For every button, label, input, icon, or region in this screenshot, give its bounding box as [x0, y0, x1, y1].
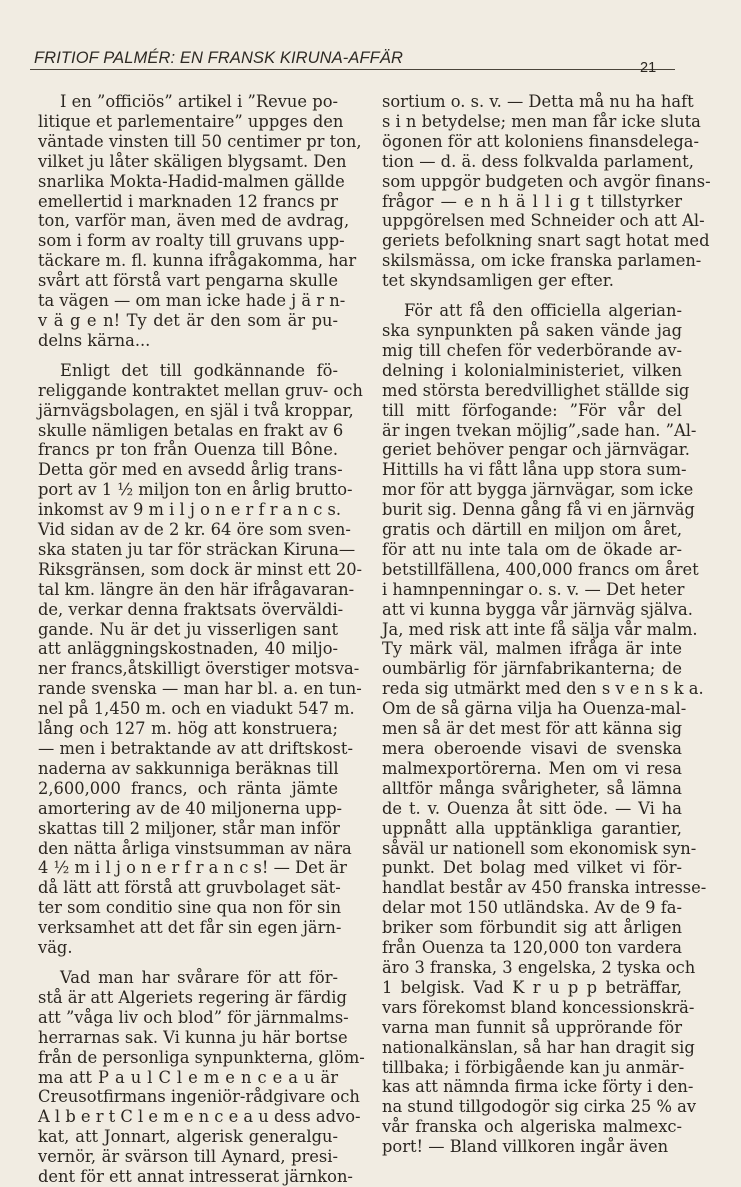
text-line: gratis och därtill en miljon om året,	[382, 520, 682, 540]
text-line: francs pr ton från Ouenza till Bône.	[38, 440, 338, 460]
text-line: Hittills ha vi fått låna upp stora sum-	[382, 460, 687, 480]
text-line: rande svenska — man har bl. a. en tun-	[38, 679, 362, 699]
text-line: inkomst av 9 m i l j o n e r f r a n c s.	[38, 500, 342, 520]
text-line: med största beredvillighet ställde sig	[382, 380, 690, 400]
text-line: de, verkar denna fraktsats överväldi-	[38, 599, 344, 619]
text-line: de t. v. Ouenza åt sitt öde. — Vi ha	[382, 798, 682, 818]
text-line: ögonen för att koloniens finansdelega-	[382, 131, 700, 151]
text-line: gande. Nu är det ju visserligen sant	[38, 619, 338, 639]
text-line: ton, varför man, även med de avdrag,	[38, 211, 350, 231]
text-line: stå är att Algeriets regering är färdig	[38, 987, 347, 1007]
text-line: oumbärlig för järnfabrikanterna; de	[382, 659, 682, 679]
text-line: ta vägen — om man icke hade j ä r n-	[38, 291, 346, 311]
text-line: Vad man har svårare för att för-	[60, 967, 338, 987]
text-line: sortium o. s. v. — Detta må nu ha haft	[382, 92, 694, 111]
text-line: ter som conditio sine qua non för sin	[38, 898, 342, 918]
text-line: mera oberoende visavi de svenska	[382, 739, 682, 758]
text-line: skulle nämligen betalas en frakt av 6	[38, 420, 344, 440]
text-line: tillbaka; i förbigående kan ju anmär-	[382, 1057, 685, 1077]
text-line: s i n betydelse; men man får icke sluta	[382, 111, 701, 131]
paragraph	[38, 360, 363, 958]
text-line: litique et parlementaire” uppges den	[38, 111, 344, 131]
text-line: 4 ½ m i l j o n e r f r a n c s! — Det är	[38, 858, 347, 878]
text-line: från de personliga synpunkterna, glöm-	[38, 1047, 365, 1067]
text-line: att anläggningskostnaden, 40 miljo-	[38, 639, 338, 659]
text-line: nel på 1,450 m. och en viadukt 547 m.	[38, 699, 355, 719]
text-line: 1 belgisk. Vad K r u p p beträffar,	[382, 977, 682, 997]
text-line: briker som förbundit sig att årligen	[382, 918, 682, 938]
text-line: att ”våga liv och blod” för järnmalms-	[38, 1007, 349, 1027]
text-line: som uppgör budgeten och avgör finans-	[382, 171, 711, 191]
page-number: 21	[640, 60, 657, 76]
text-line: v ä g e n! Ty det är den som är pu-	[38, 310, 338, 330]
text-line: vernör, är svärson till Aynard, presi-	[38, 1147, 338, 1167]
text-line: vilket ju låter skäligen blygsamt. Den	[38, 151, 347, 171]
text-line: na stund tillgodogör sig cirka 25 % av	[382, 1097, 697, 1117]
text-line: port av 1 ½ miljon ton en årlig brutto-	[38, 480, 353, 500]
text-line: lång och 127 m. hög att konstruera;	[38, 719, 338, 739]
text-line: snarlika Mokta-Hadid-malmen gällde	[38, 171, 345, 191]
header-rule	[30, 69, 675, 70]
text-line: geriet behöver pengar och järnvägar.	[382, 440, 690, 460]
text-line: naderna av sakkunniga beräknas till	[38, 758, 339, 778]
text-line: 2,600,000 francs, och ränta jämte	[38, 778, 338, 798]
text-line: såväl ur nationell som ekonomisk syn-	[382, 838, 697, 858]
right-column	[382, 92, 711, 1157]
text-line: att vi kunna bygga vår järnväg själva.	[382, 599, 693, 619]
text-line: Detta gör med en avsedd årlig trans-	[38, 460, 343, 480]
text-line: Riksgränsen, som dock är minst ett 20-	[38, 559, 363, 579]
text-line: Vid sidan av de 2 kr. 64 öre som sven-	[38, 520, 351, 540]
text-line: emellertid i marknaden 12 francs pr	[38, 191, 338, 211]
text-line: I en ”officiös” artikel i ”Revue po-	[60, 92, 338, 111]
text-line: väg.	[38, 938, 73, 958]
text-line: mig till chefen för vederbörande av-	[382, 340, 682, 360]
paragraph	[38, 92, 362, 351]
text-line: dent för ett annat intresserat järnkon-	[38, 1167, 353, 1187]
text-line: ska synpunkten på saken vände jag	[382, 320, 682, 340]
running-header: FRITIOF PALMÉR: EN FRANSK KIRUNA-AFFÄR	[34, 49, 403, 67]
text-line: tion — d. ä. dess folkvalda parlament,	[382, 151, 694, 171]
text-line: geriets befolkning snart sagt hotat med	[382, 231, 710, 251]
text-line: kat, att Jonnart, algerisk generalgu-	[38, 1127, 338, 1147]
text-line: alltför många svårigheter, så lämna	[382, 778, 682, 798]
text-line: punkt. Det bolag med vilket vi för-	[382, 858, 682, 878]
text-line: delns kärna...	[38, 330, 151, 350]
paragraph	[382, 301, 707, 1157]
text-line: delning i kolonialministeriet, vilken	[382, 360, 682, 380]
text-line: frågor — e n h ä l l i g t tillstyrker	[382, 191, 682, 211]
text-line: Ty märk väl, malmen ifråga är inte	[382, 639, 682, 659]
text-line: ma att P a u l C l e m e n c e a u är	[38, 1067, 338, 1087]
text-line: Ja, med risk att inte få sälja vår malm.	[382, 619, 698, 639]
text-line: Creusotfirmans ingeniör-rådgivare och	[38, 1087, 360, 1107]
text-line: handlat består av 450 franska intresse-	[382, 878, 707, 898]
text-line: skilsmässa, om icke franska parlamen-	[382, 251, 702, 271]
text-line: täckare m. fl. kunna ifrågakomma, har	[38, 251, 357, 271]
paragraph	[38, 967, 365, 1187]
text-line: religgande kontraktet mellan gruv- och	[38, 380, 363, 400]
text-line: vår franska och algeriska malmexc-	[382, 1117, 682, 1137]
text-line: uppnått alla upptänkliga garantier,	[382, 818, 682, 838]
text-line: är ingen tvekan möjlig”,sade han. ”Al-	[382, 420, 697, 440]
text-line: tet skyndsamligen ger efter.	[382, 271, 614, 291]
text-line: Enligt det till godkännande fö-	[60, 360, 338, 380]
text-line: tal km. längre än den här ifrågavaran-	[38, 579, 355, 599]
text-line: skattas till 2 miljoner, står man inför	[38, 818, 340, 838]
text-line: port! — Bland villkoren ingår även	[382, 1137, 669, 1157]
text-line: herrarnas sak. Vi kunna ju här bortse	[38, 1027, 348, 1047]
left-column	[38, 92, 365, 1187]
paragraph-gap	[382, 291, 682, 301]
text-line: till mitt förfogande: ”För vår del	[382, 400, 682, 420]
paragraph	[382, 92, 711, 291]
text-line: svårt att förstå vart pengarna skulle	[38, 271, 338, 291]
text-line: i hamnpenningar o. s. v. — Det heter	[382, 579, 685, 599]
text-line: ska staten ju tar för sträckan Kiruna—	[38, 539, 356, 559]
text-line: väntade vinsten till 50 centimer pr ton,	[38, 131, 362, 151]
paragraph-gap	[38, 958, 338, 968]
text-line: mor för att bygga järnvägar, som icke	[382, 480, 694, 500]
text-line: vars förekomst bland koncessionskrä-	[382, 997, 695, 1017]
text-line: nationalkänslan, så har han dragit sig	[382, 1037, 695, 1057]
text-line: malmexportörerna. Men om vi resa	[382, 758, 682, 778]
text-line: den nätta årliga vinstsumman av nära	[38, 838, 352, 858]
text-line: — men i betraktande av att driftskost-	[38, 739, 353, 758]
text-line: kas att nämnda firma icke förty i den-	[382, 1077, 694, 1097]
text-line: från Ouenza ta 120,000 ton vardera	[382, 938, 682, 958]
text-line: då lätt att förstå att gruvbolaget sät-	[38, 878, 341, 898]
text-line: uppgörelsen med Schneider och att Al-	[382, 211, 705, 231]
text-line: delar mot 150 utländska. Av de 9 fa-	[382, 898, 682, 918]
text-line: betstillfällena, 400,000 francs om året	[382, 559, 699, 579]
text-line: reda sig utmärkt med den s v e n s k a.	[382, 679, 704, 699]
text-line: För att få den officiella algerian-	[404, 301, 682, 321]
paragraph-gap	[38, 351, 338, 361]
text-line: ner francs,åtskilligt överstiger motsva-	[38, 659, 360, 679]
text-line: verksamhet att det får sin egen järn-	[38, 918, 342, 938]
text-line: men så är det mest för att känna sig	[382, 719, 682, 739]
text-line: Om de så gärna vilja ha Ouenza-mal-	[382, 699, 687, 719]
text-line: äro 3 franska, 3 engelska, 2 tyska och	[382, 957, 696, 977]
text-line: för att nu inte tala om de ökade ar-	[382, 539, 682, 559]
text-line: varna man funnit så upprörande för	[382, 1017, 682, 1037]
text-line: amortering av de 40 miljonerna upp-	[38, 798, 342, 818]
text-line: som i form av roalty till gruvans upp-	[38, 231, 345, 251]
text-line: järnvägsbolagen, en själ i två kroppar,	[38, 400, 354, 420]
text-line: burit sig. Denna gång få vi en järnväg	[382, 500, 695, 520]
text-line: A l b e r t C l e m e n c e a u dess advo-	[38, 1107, 361, 1127]
